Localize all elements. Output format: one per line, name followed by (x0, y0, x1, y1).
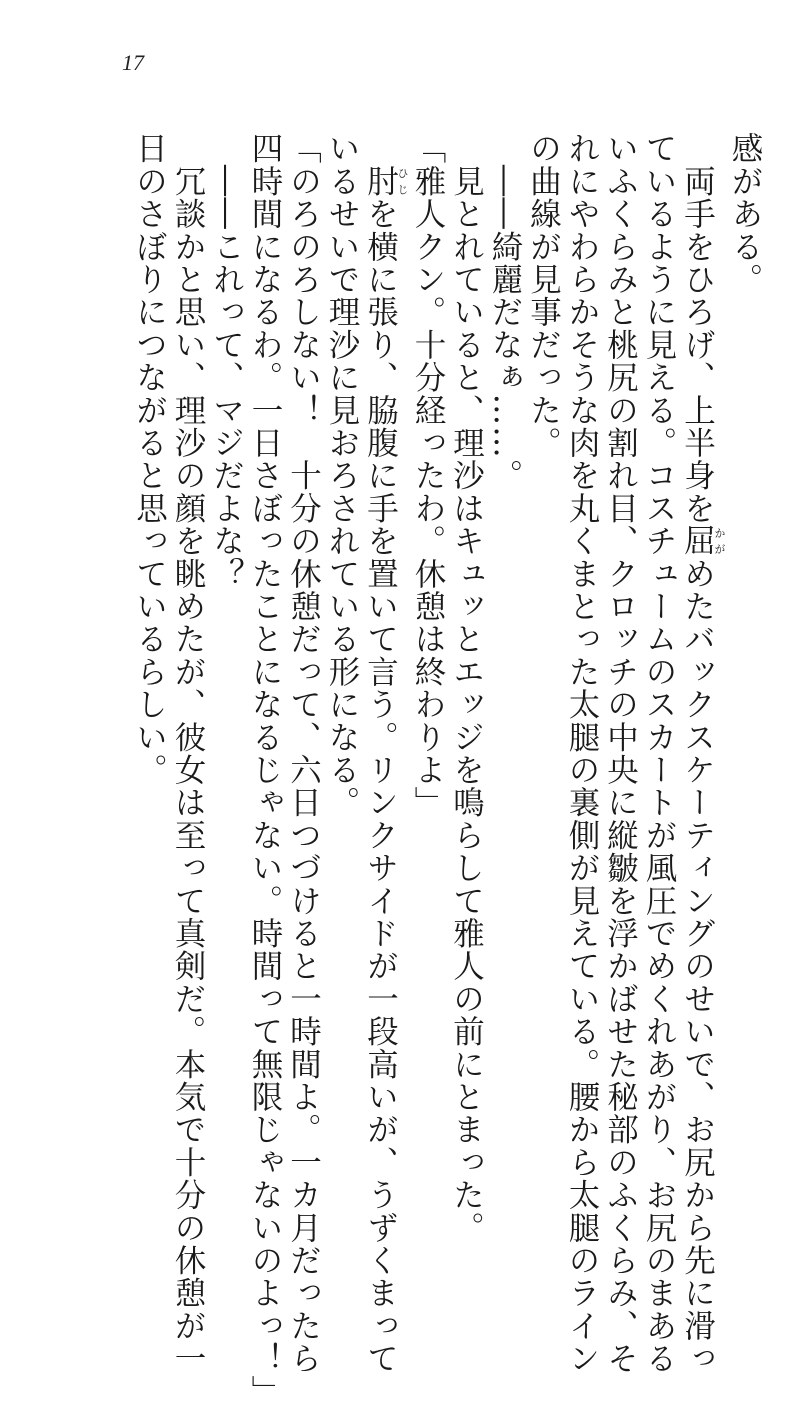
text-line: ――これって、マジだよな？ (208, 132, 245, 590)
ruby-base: 屈 (679, 524, 716, 558)
page-number: 17 (122, 50, 144, 75)
text-line: いふくらみと桃尻の割れ目、クロッチの中央に縦皺を浮かばせた秘部のふくらみ、そ (602, 132, 639, 1375)
ruby-annotation (679, 524, 726, 558)
text-line: の曲線が見事だった。 (525, 132, 562, 459)
text-segment: を横に張り、脇腹に手を置いて言う。リンクサイドが一段高いが、うずくまって (362, 197, 399, 1375)
ruby-annotation (362, 164, 409, 198)
text-line: ――綺麗だなぁ……。 (487, 132, 523, 492)
text-line: 日のさぼりにつながると思っているらしい。 (131, 132, 168, 786)
text-segment: 両手をひろげ、上半身を (679, 132, 716, 525)
text-line: 四時間になるわ。一日さぼったことになるじゃない。時間って無限じゃないのよっ！」 (247, 132, 283, 1407)
ruby-reading: かが (713, 524, 726, 558)
text-line (678, 132, 726, 1375)
text-line: 「雅人クン。十分経ったわ。休憩は終わりよ」 (410, 132, 446, 819)
text-line: れにやわらかそうな肉を丸くまとった太腿の裏側が見えている。腰から太腿のライン (564, 132, 600, 1375)
text-line (361, 132, 409, 1375)
body-text (130, 132, 764, 1407)
ruby-reading: ひじ (396, 164, 409, 198)
text-segment: めたバックスケーティングのせいで、お尻から先に滑っ (679, 557, 716, 1375)
ruby-base: 肘 (362, 164, 399, 198)
text-line: 見とれていると、理沙はキュッとエッジを鳴らして雅人の前にとまった。 (448, 132, 485, 1244)
text-line: 感がある。 (727, 132, 763, 296)
text-line: いるせいで理沙に見おろされている形になる。 (324, 132, 360, 819)
text-line: ているように見える。コスチュームのスカートが風圧でめくれあがり、お尻のまある (641, 132, 677, 1375)
text-segment (363, 132, 399, 165)
text-line: 「のろのろしない！ 十分の休憩だって、六日つづけると一時間よ。一カ月だったら (285, 132, 322, 1375)
text-line: 冗談かと思い、理沙の顔を眺めたが、彼女は至って真剣だ。本気で十分の休憩が一 (170, 132, 206, 1375)
